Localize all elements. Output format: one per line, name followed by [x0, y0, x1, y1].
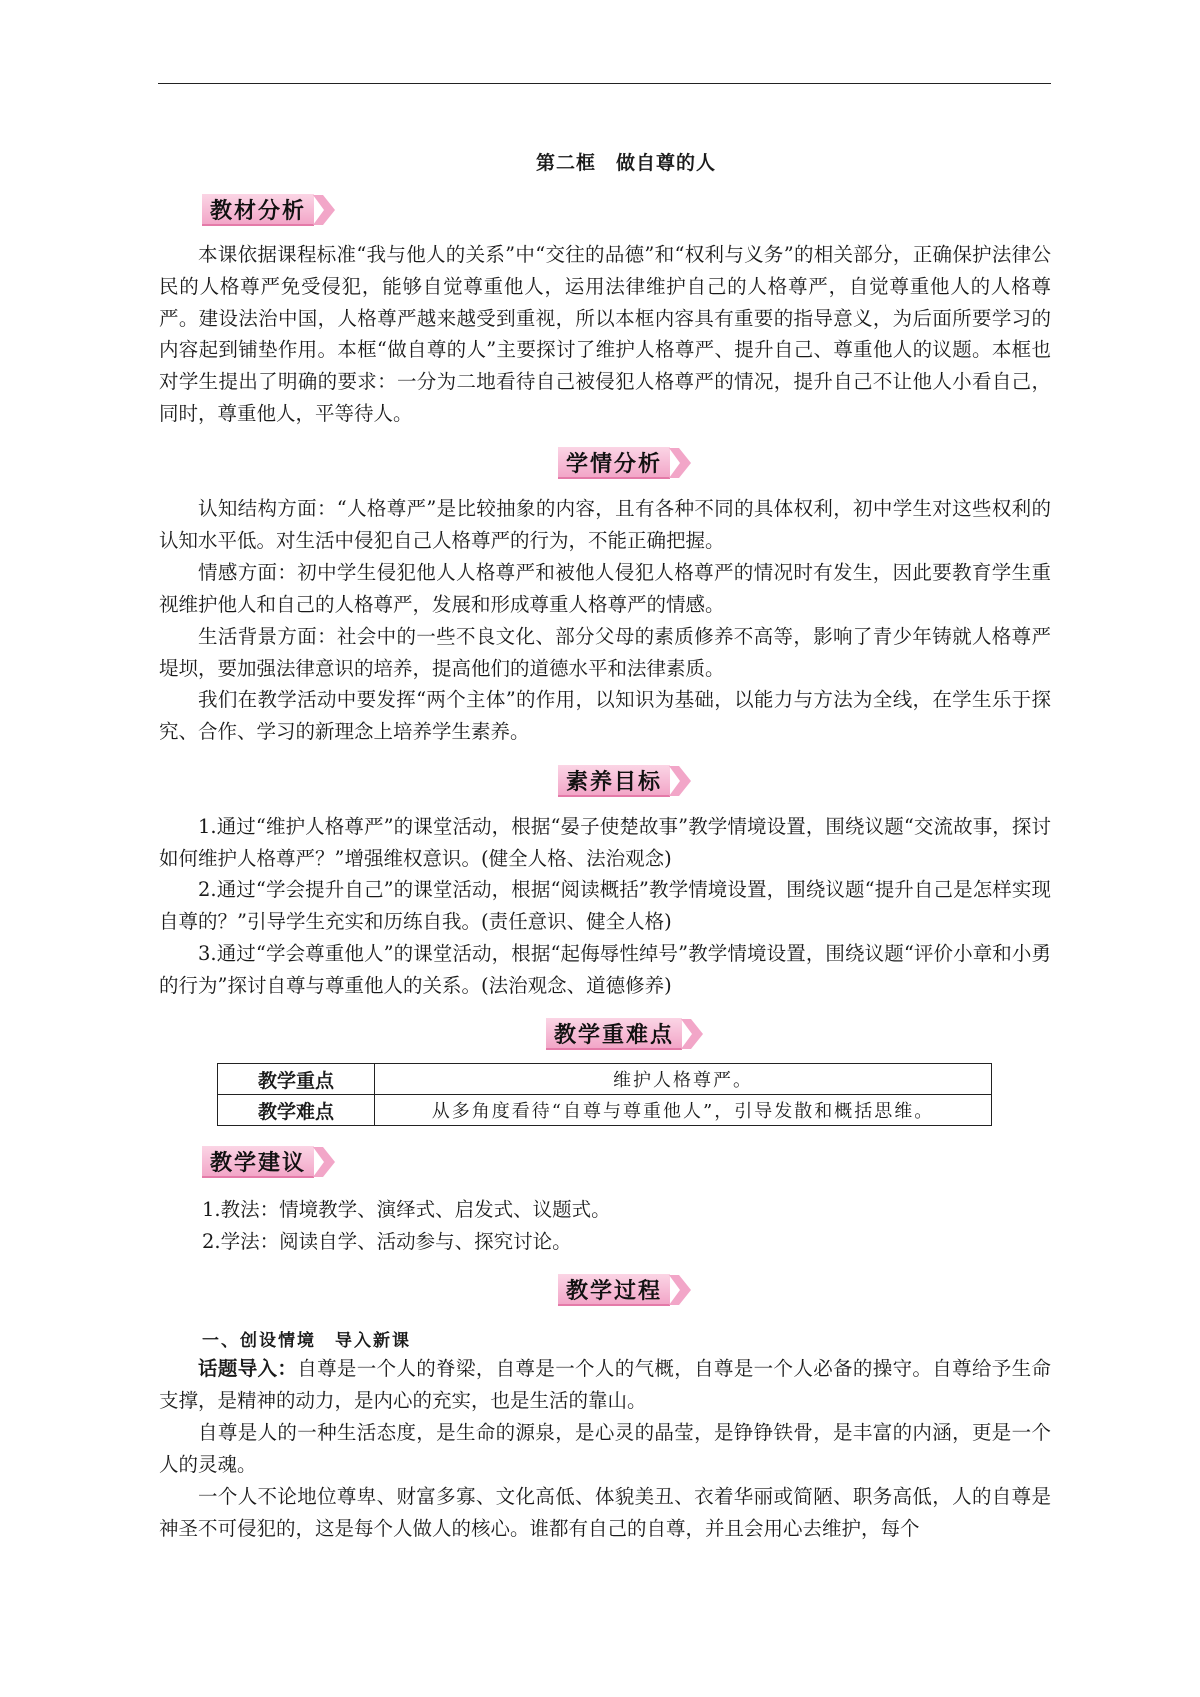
- table-cell-label: 教学难点: [218, 1095, 375, 1126]
- section-heading-textbook: [202, 193, 337, 227]
- section-heading-label: 教学建议: [202, 1146, 314, 1178]
- table-row: [218, 1095, 992, 1126]
- process-paragraph: 一个人不论地位尊卑、财富多寡、文化高低、体貌美丑、衣着华丽或简陋、职务高低，人的自尊是神圣不可侵犯的，这是每个人做人的核心。谁都有自己的自尊，并且会用心去维护，每个: [159, 1485, 1051, 1540]
- keypoints-table: [217, 1063, 992, 1126]
- students-paragraph: 认知结构方面：“人格尊严”是比较抽象的内容，且有各种不同的具体权利，初中学生对这些权利的认知水平低。对生活中侵犯自己人格尊严的行为，不能正确把握。: [159, 497, 1051, 552]
- section-heading-keypoints: [546, 1017, 705, 1051]
- lead-label: 话题导入：: [198, 1357, 298, 1380]
- chevron-right-icon: [681, 1018, 705, 1050]
- suggestion-item: 1.教法：情境教学、演绎式、启发式、议题式。: [202, 1198, 611, 1221]
- students-paragraph: 生活背景方面：社会中的一些不良文化、部分父母的素质修养不高等，影响了青少年铸就人格尊严堤坝，要加强法律意识的培养，提高他们的道德水平和法律素质。: [159, 625, 1051, 680]
- chevron-right-icon: [669, 765, 693, 797]
- page-title: 第二框 做自尊的人: [535, 152, 716, 174]
- section-heading-label: 学情分析: [558, 447, 670, 479]
- table-cell-content: 从多角度看待“自尊与尊重他人”，引导发散和概括思维。: [375, 1095, 992, 1126]
- table-cell-label: 教学重点: [218, 1064, 375, 1095]
- section-heading-label: 教学过程: [558, 1274, 670, 1306]
- section-heading-suggestions: [202, 1145, 337, 1179]
- chevron-right-icon: [669, 1274, 693, 1306]
- students-paragraph: 情感方面：初中学生侵犯他人人格尊严和被他人侵犯人格尊严的情况时有发生，因此要教育学生重视维护他人和自己的人格尊严，发展和形成尊重人格尊严的情感。: [159, 561, 1051, 616]
- chevron-right-icon: [313, 1146, 337, 1178]
- students-paragraph: 我们在教学活动中要发挥“两个主体”的作用，以知识为基础，以能力与方法为全线，在学生乐于探究、合作、学习的新理念上培养学生素养。: [159, 688, 1051, 743]
- process-lead-paragraph: [159, 1353, 1051, 1417]
- section-heading-process: [558, 1273, 693, 1307]
- goal-item: 3.通过“学会尊重他人”的课堂活动，根据“起侮辱性绰号”教学情境设置，围绕议题“评价小章和小勇的行为”探讨自尊与尊重他人的关系。(法治观念、道德修养): [159, 942, 1051, 997]
- chevron-right-icon: [313, 194, 337, 226]
- section-heading-goals: [558, 764, 693, 798]
- table-cell-content: 维护人格尊严。: [375, 1064, 992, 1095]
- process-paragraph: 自尊是人的一种生活态度，是生命的源泉，是心灵的晶莹，是铮铮铁骨，是丰富的内涵，更是一个人的灵魂。: [159, 1421, 1051, 1476]
- textbook-paragraph: 本课依据课程标准“我与他人的关系”中“交往的品德”和“权利与义务”的相关部分，正确保护法律公民的人格尊严免受侵犯，能够自觉尊重他人，运用法律维护自己的人格尊严，自觉尊重他人的人格尊严。建设法治中国，人格尊严越来越受到重视，所以本框内容具有重要的指导意义，为后面所要学习的内容起到铺垫作用。本框“做自尊的人”主要探讨了维护人格尊严、提升自己、尊重他人的议题。本框也对学生提出了明确的要求：一分为二地看待自己被侵犯人格尊严的情况，提升自己不让他人小看自己，同时，尊重他人，平等待人。: [159, 243, 1051, 425]
- section-heading-label: 教学重难点: [546, 1018, 682, 1050]
- section-heading-label: 素养目标: [558, 765, 670, 797]
- section-heading-students: [558, 446, 693, 480]
- table-row: [218, 1064, 992, 1095]
- top-rule: [158, 83, 1051, 84]
- process-subheading: 一、创设情境 导入新课: [202, 1331, 411, 1351]
- section-heading-label: 教材分析: [202, 194, 314, 226]
- lead-text: 自尊是一个人的脊梁，自尊是一个人的气概，自尊是一个人必备的操守。自尊给予生命支撑，是精神的动力，是内心的充实，也是生活的靠山。: [159, 1357, 1051, 1412]
- suggestion-item: 2.学法：阅读自学、活动参与、探究讨论。: [202, 1230, 572, 1253]
- goal-item: 2.通过“学会提升自己”的课堂活动，根据“阅读概括”教学情境设置，围绕议题“提升自己是怎样实现自尊的？”引导学生充实和历练自我。(责任意识、健全人格): [159, 878, 1051, 933]
- chevron-right-icon: [669, 447, 693, 479]
- goal-item: 1.通过“维护人格尊严”的课堂活动，根据“晏子使楚故事”教学情境设置，围绕议题“交流故事，探讨如何维护人格尊严？”增强维权意识。(健全人格、法治观念): [159, 815, 1051, 870]
